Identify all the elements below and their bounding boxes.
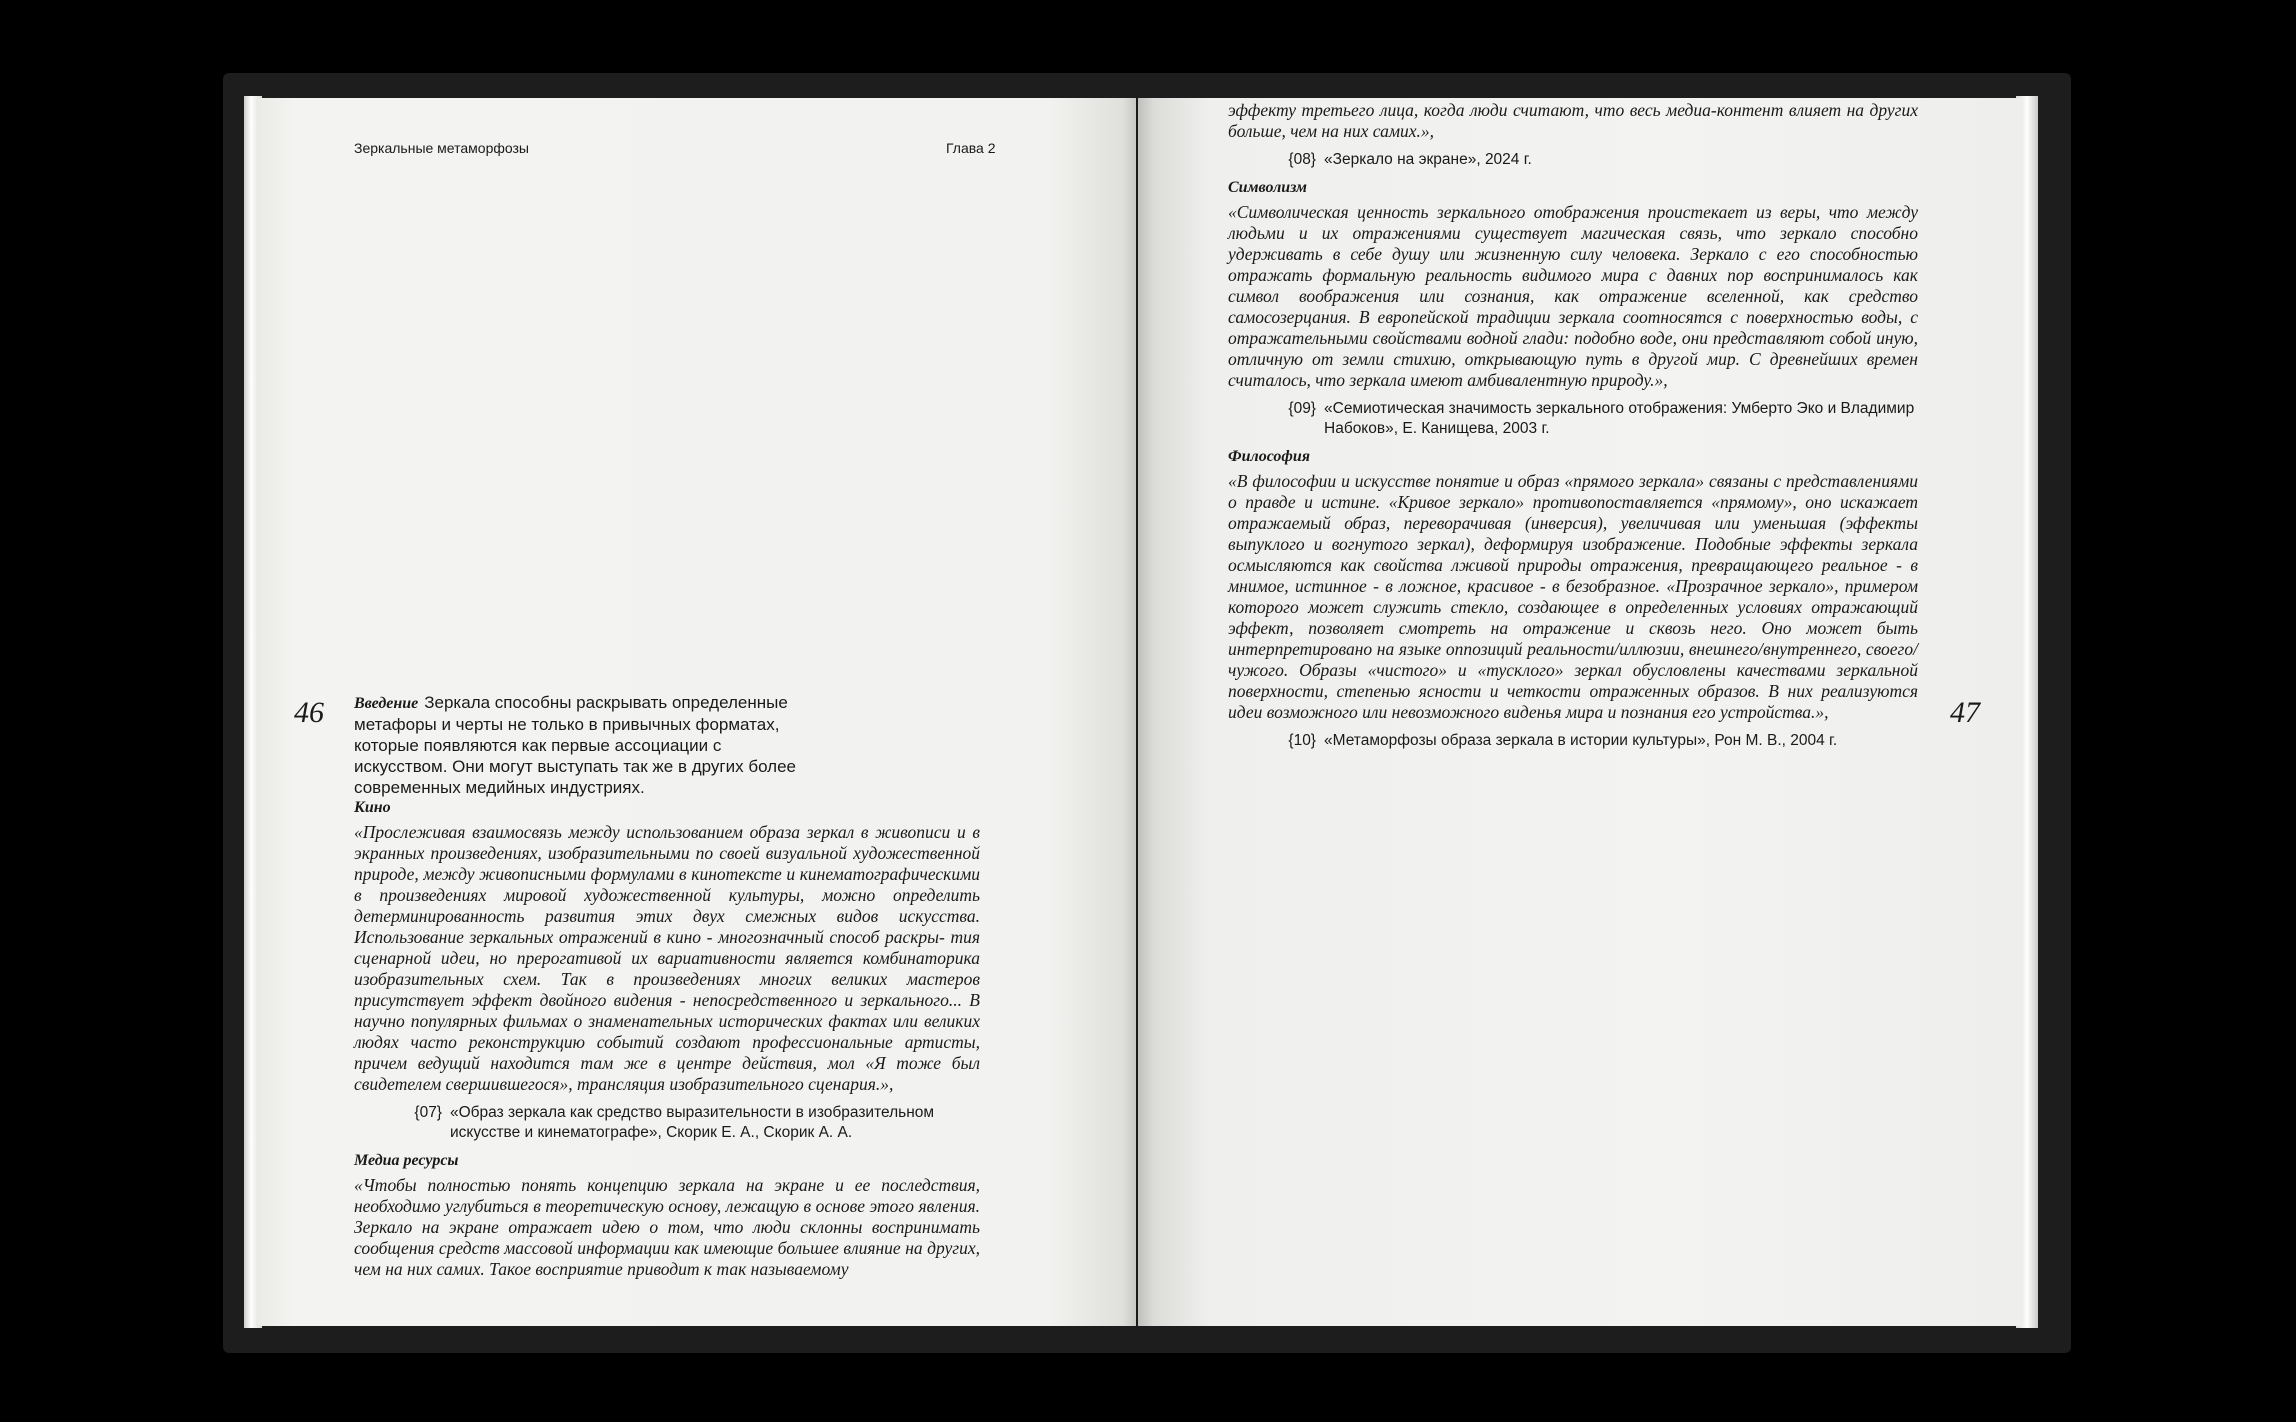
section-quote-symbolism: «Символическая ценность зеркального отображения проистекает из веры, что между людьми и их отражениями существует магическая связь, что зеркало способно удерживать в себе душу или жизненную силу человека. Зеркало с его способностью отражать формальную реальность видимого мира с давних пор воспринималось как символ воображения или сознания, как отражение вселенной, как средство самосозерцания. В европейской традиции зеркала соотносятся с поверхностью воды, с отражательными свойствами водной глади: подобно воде, они представляют собой иную, отличную от земли стихию, открывающую путь в другой мир. С древнейших времен считалось, что зеркала имеют амбивалентную природу.», (1228, 202, 1918, 390)
section-heading-cinema: Кино (354, 799, 391, 816)
intro-block (354, 692, 816, 798)
citation-number: {10} (1288, 732, 1316, 749)
citation-09 (1276, 399, 1918, 439)
book-gutter-shadow (1122, 98, 1154, 1326)
intro-text: Зеркала способны раскрывать определенные метафоры и черты не только в привычных форматах, которые появляются как первые ассоциации с искусством. Они могут выступать так же в других более современных медийных индустриях. (354, 693, 796, 797)
running-head-chapter: Глава 2 (946, 140, 996, 156)
right-page (1138, 98, 2022, 1326)
citation-text: «Образ зеркала как средство выразительности в изобразительном искусстве и кинематографе», Скорик Е. А., Скорик А. А. (450, 1104, 935, 1141)
section-quote-cinema: «Прослеживая взаимосвязь между использованием образа зеркал в живописи и в экранных произведениях, изобразительными по своей визуальной художественной природе, между живописными формулами в кинотексте и кинематографическими в произведениях мировой художественной культуры, можно определить детерминированность развития этих двух смежных видов искусства. Использование зеркальных отражений в кино - многозначный способ раскры- тия сценарной идеи, но прерогативой их вариативности является комбинаторика изобразительных схем. Так в произведениях многих великих мастеров присутствует эффект двойного видения - непосредственного и зеркального... В научно популярных фильмах о знаменательных исторических фактах или великих людях часто реконструкцию событий создают профессиональные артисты, причем ведущий находится там же в центре действия, мол «Я тоже был свидетелем свершившегося», трансляция изобразительного сценария.», (354, 822, 980, 1094)
section-heading-symbolism: Символизм (1228, 179, 1307, 196)
intro-paragraph (354, 692, 816, 798)
citation-text: «Семиотическая значимость зеркального отображения: Умберто Эко и Владимир Набоков», Е. Канищева, 2003 г. (1324, 400, 1915, 437)
citation-number: {09} (1288, 400, 1316, 417)
section-heading-media: Медиа ресурсы (354, 1152, 459, 1169)
citation-text: «Зеркало на экране», 2024 г. (1324, 151, 1532, 168)
citation-08 (1276, 150, 1918, 170)
section-quote-philosophy: «В философии и искусстве понятие и образ «прямого зеркала» связаны с представлениями о правде и истине. «Кривое зеркало» противопоставляется «прямому», оно искажает отражаемый образ, переворачивая (инверсия), увеличивая или уменьшая (эффекты выпуклого и вогнутого зеркал), деформируя изображение. Подобные эффекты зеркала осмысляются как свойства лживой природы отражения, превращающего реальное - в мнимое, истинное - в ложное, красивое - в безобразное. «Прозрачное зеркало», примером которого может служить стекло, создающее в определенных условиях отражающий эффект, позволяет смотреть на отражение и сквозь него. Оно может быть интерпретировано на языке оппозиций реальности/иллюзии, внешнего/внутреннего, своего/чужого. Образы «чистого» и «тусклого» зеркал обусловлены качествами зеркальной поверхности, степенью ясности и четкости отраженных образов. В них реализуются идеи возможного или невозможного виденья мира и познания его устройства.», (1228, 471, 1918, 722)
citation-text: «Метаморфозы образа зеркала в истории культуры», Рон М. В., 2004 г. (1324, 732, 1838, 749)
running-head-title: Зеркальные метаморфозы (354, 140, 529, 156)
citation-07 (402, 1103, 980, 1143)
left-body (354, 792, 980, 1280)
page-number-left: 46 (294, 696, 324, 729)
continuation-quote: эффекту третьего лица, когда люди считают, что весь медиа-контент влияет на других больше, чем на них самих.», (1228, 100, 1918, 141)
right-body (1228, 100, 1918, 759)
left-page (258, 98, 1136, 1326)
citation-10 (1276, 731, 1918, 751)
section-heading-philosophy: Философия (1228, 448, 1311, 465)
citation-number: {07} (414, 1104, 442, 1121)
page-number-right: 47 (1950, 696, 1980, 729)
intro-label: Введение (354, 695, 419, 712)
section-quote-media: «Чтобы полностью понять концепцию зеркала на экране и ее последствия, необходимо углубиться в теоретическую основу, лежащую в основе этого явления. Зеркало на экране отражает идею о том, что люди склонны воспринимать сообщения средств массовой информации как имеющие большее влияние на других, чем на них самих. Такое восприятие приводит к так называемому (354, 1175, 980, 1279)
citation-number: {08} (1288, 151, 1316, 168)
